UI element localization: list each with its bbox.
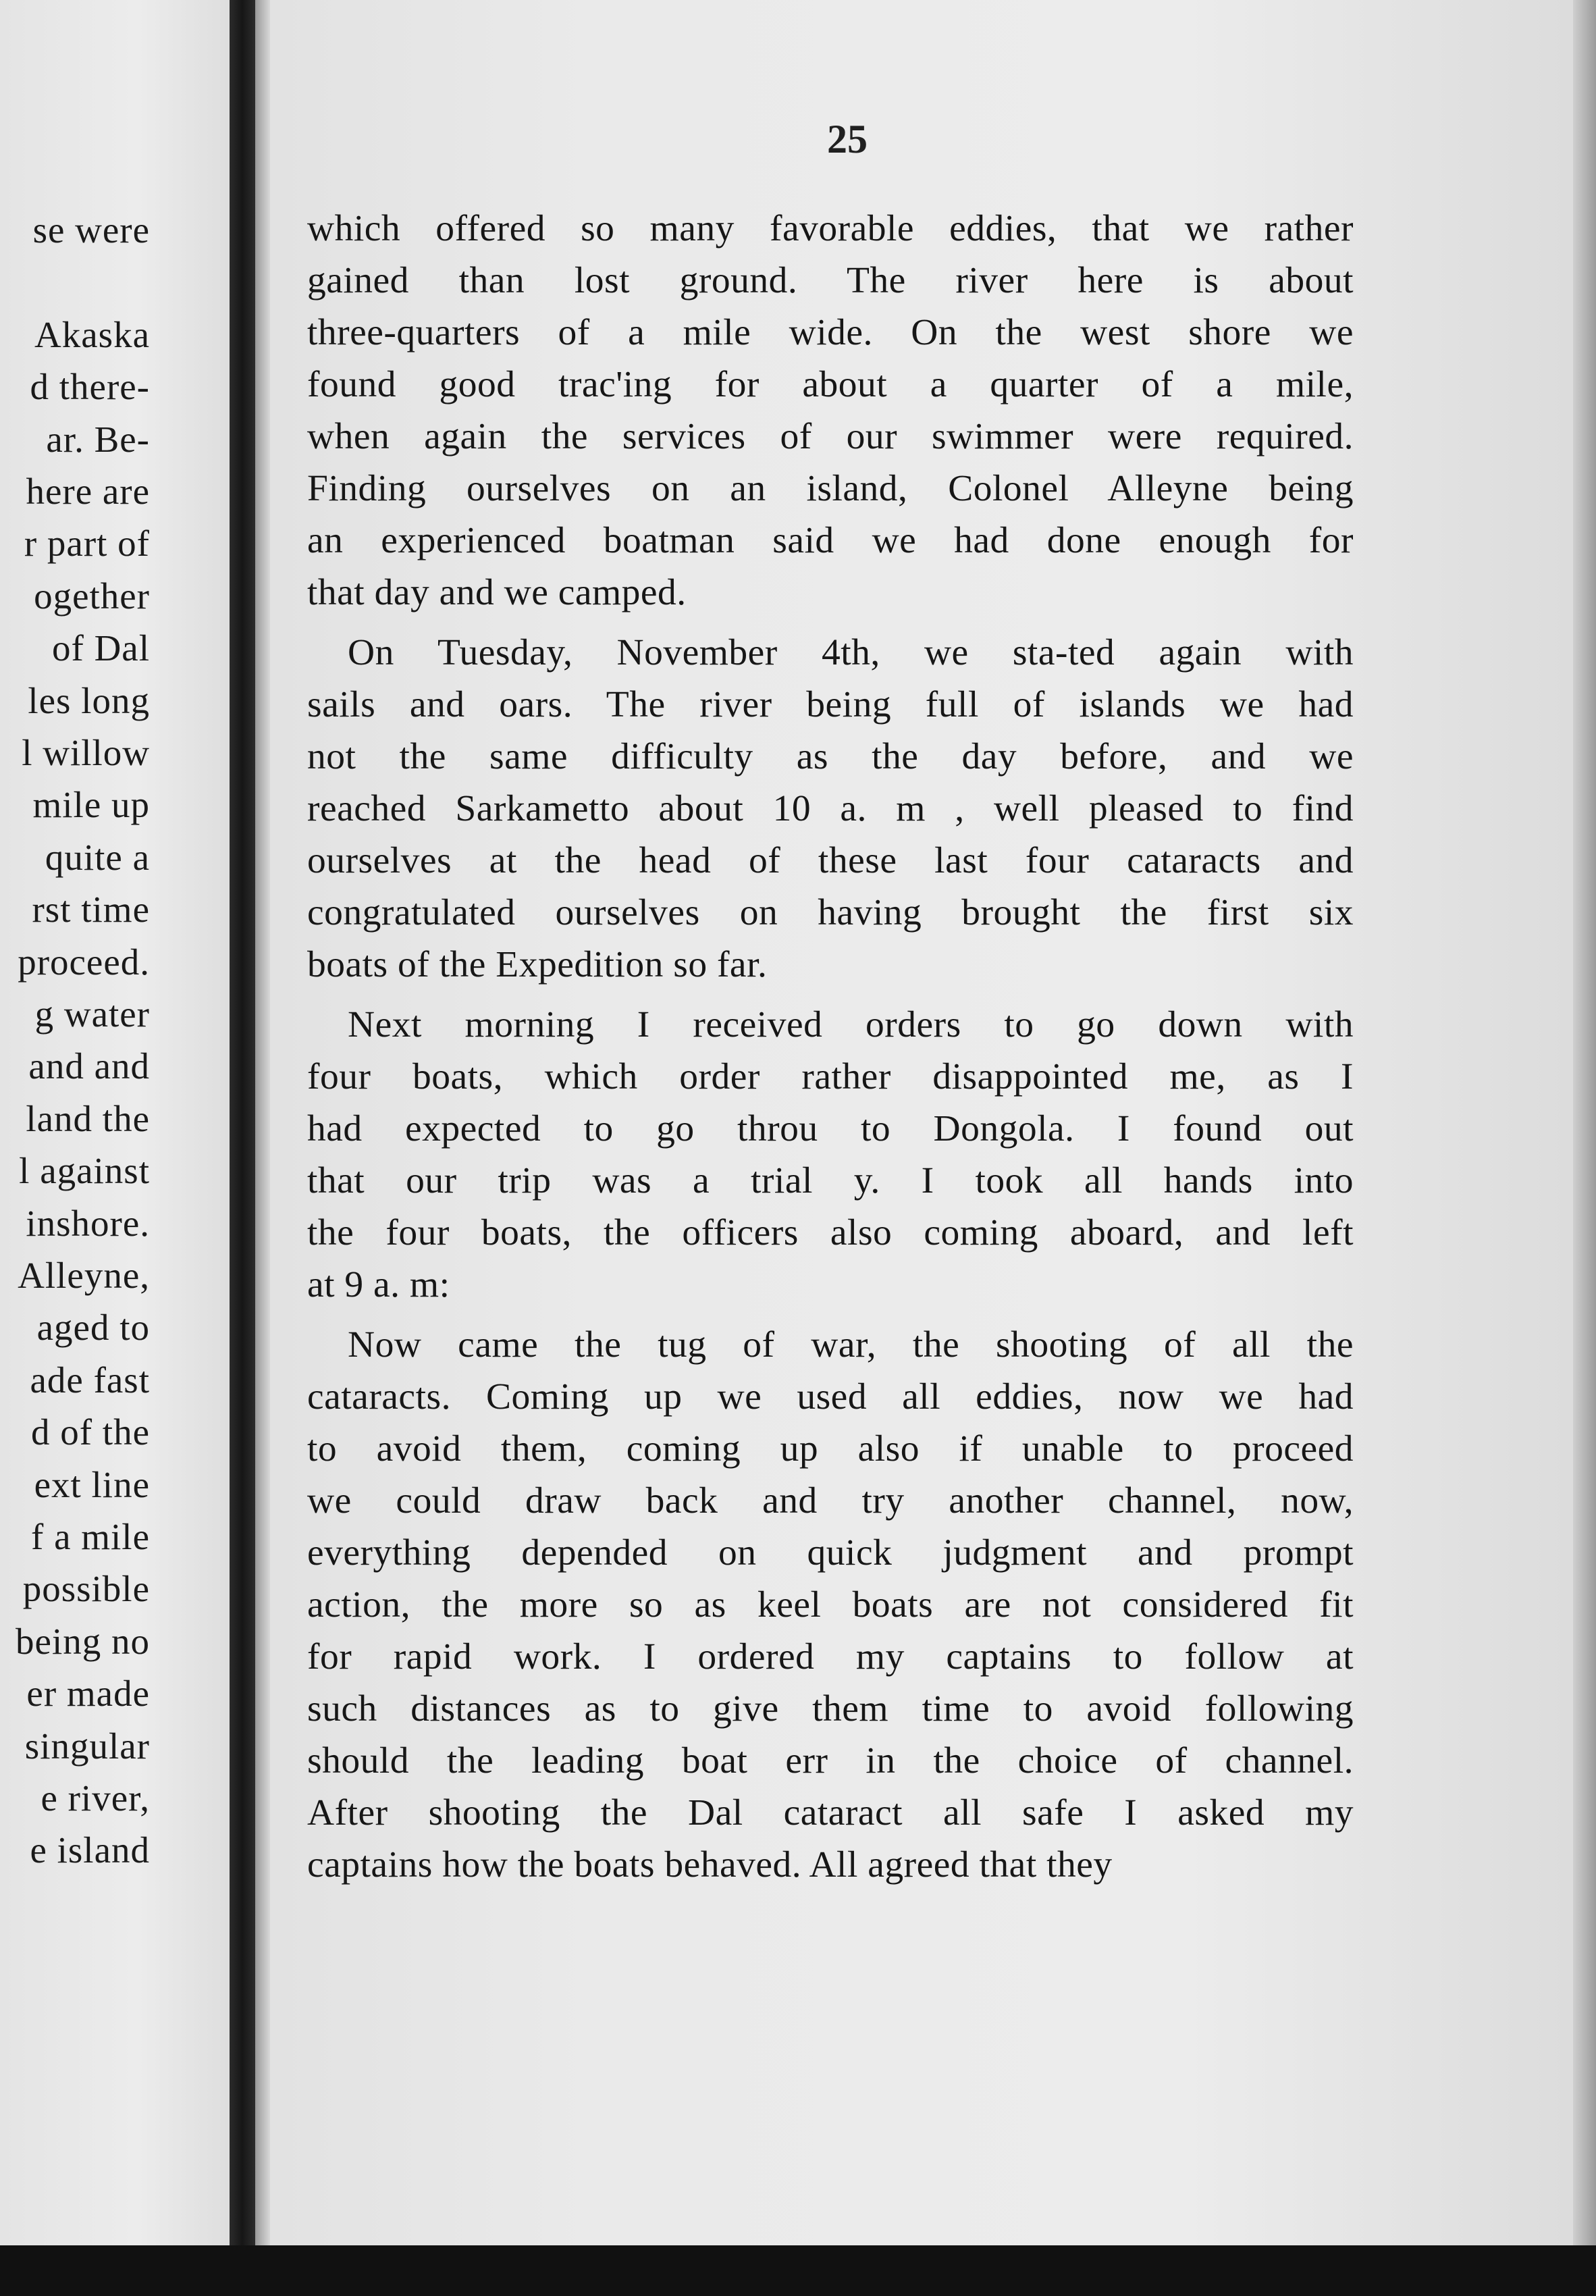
facing-page-line: se were — [32, 209, 150, 251]
text-line: Now came the tug of war, the shooting of all the — [348, 1324, 1354, 1365]
facing-page-line: land the — [26, 1097, 150, 1139]
text-line: Finding ourselves on an island, Colonel Alleyne being — [307, 468, 1354, 509]
facing-page-line: quite a — [45, 836, 150, 878]
text-line: congratulated ourselves on having brought the first six — [307, 892, 1354, 933]
facing-page-line: of Dal — [52, 627, 150, 669]
text-line: captains how the boats behaved. All agreed that they — [307, 1844, 1113, 1885]
facing-page-line: aged to — [36, 1307, 150, 1349]
gutter-edge — [255, 0, 270, 2245]
text-line: not the same difficulty as the day before, and we — [307, 736, 1354, 777]
facing-page-line: e island — [30, 1829, 150, 1871]
text-line: to avoid them, coming up also if unable to proceed — [307, 1428, 1354, 1469]
facing-page-line: er made — [26, 1673, 150, 1715]
text-line: which offered so many favorable eddies, that we rather — [307, 208, 1354, 249]
facing-page-line: proceed. — [18, 941, 150, 983]
text-line: that day and we camped. — [307, 572, 687, 613]
text-line: action, the more so as keel boats are not considered fit — [307, 1584, 1354, 1625]
facing-page-line: possible — [22, 1568, 150, 1610]
facing-page-fragment — [0, 0, 230, 2245]
text-line: On Tuesday, November 4th, we sta-ted again with — [348, 632, 1354, 673]
facing-page-line: Akaska — [34, 313, 150, 355]
facing-page-line: ogether — [34, 575, 150, 617]
text-line: an experienced boatman said we had done enough for — [307, 520, 1354, 561]
text-line: three-quarters of a mile wide. On the west shore we — [307, 312, 1354, 353]
text-line: Next morning I received orders to go down with — [348, 1004, 1354, 1045]
text-line: After shooting the Dal cataract all safe I asked my — [307, 1792, 1354, 1833]
text-line: we could draw back and try another channel, now, — [307, 1480, 1354, 1521]
facing-page-line: mile up — [32, 784, 150, 826]
text-line: that our trip was a trial y. I took all hands into — [307, 1160, 1354, 1201]
facing-page-line: l against — [19, 1150, 150, 1192]
text-line: gained than lost ground. The river here is about — [307, 260, 1354, 301]
paragraph — [307, 1319, 1354, 1891]
facing-page-line: l willow — [22, 732, 150, 773]
facing-page-line: f a mile — [31, 1516, 150, 1557]
text-line: found good trac'ing for about a quarter of a mile, — [307, 364, 1354, 405]
paragraph — [307, 999, 1354, 1311]
text-line: sails and oars. The river being full of islands we had — [307, 684, 1354, 725]
page-right-edge — [1573, 0, 1596, 2245]
text-line: should the leading boat err in the choice of channel. — [307, 1740, 1354, 1781]
text-line: for rapid work. I ordered my captains to follow at — [307, 1636, 1354, 1677]
facing-page-line: ext line — [34, 1463, 150, 1505]
text-line: such distances as to give them time to avoid following — [307, 1688, 1354, 1729]
facing-page-line: ade fast — [30, 1359, 150, 1401]
text-line: had expected to go throu to Dongola. I found out — [307, 1108, 1354, 1149]
text-line: reached Sarkametto about 10 a. m , well pleased to find — [307, 788, 1354, 829]
facing-page-line: being no — [16, 1620, 150, 1662]
facing-page-line: ar. Be- — [46, 418, 150, 460]
facing-page-line: rst time — [32, 889, 150, 931]
facing-page-line: d there- — [30, 366, 150, 408]
paragraph — [307, 203, 1354, 619]
facing-page-line: e river, — [41, 1777, 150, 1819]
facing-page-line: inshore. — [26, 1202, 150, 1244]
facing-page-line: here are — [26, 471, 150, 512]
text-line: at 9 a. m: — [307, 1264, 450, 1305]
facing-page-line: Alleyne, — [18, 1255, 150, 1296]
text-line: the four boats, the officers also coming aboard, and left — [307, 1212, 1354, 1253]
facing-page-line: g water — [34, 993, 150, 1035]
page-number: 25 — [827, 117, 868, 161]
body-text — [307, 203, 1354, 1899]
facing-page-line: singular — [24, 1725, 150, 1767]
facing-page-line: d of the — [30, 1411, 150, 1453]
facing-page-line: and and — [28, 1045, 150, 1087]
text-line: everything depended on quick judgment and prompt — [307, 1532, 1354, 1573]
text-line: four boats, which order rather disappointed me, as I — [307, 1056, 1354, 1097]
scan-bottom-border — [0, 2245, 1596, 2296]
facing-page-line: les long — [28, 679, 150, 721]
binding-gutter — [230, 0, 255, 2245]
facing-page-line: r part of — [24, 523, 150, 565]
text-line: when again the services of our swimmer were required. — [307, 416, 1354, 457]
text-line: boats of the Expedition so far. — [307, 944, 768, 985]
text-line: cataracts. Coming up we used all eddies, now we had — [307, 1376, 1354, 1417]
text-line: ourselves at the head of these last four cataracts and — [307, 840, 1354, 881]
paragraph — [307, 627, 1354, 991]
